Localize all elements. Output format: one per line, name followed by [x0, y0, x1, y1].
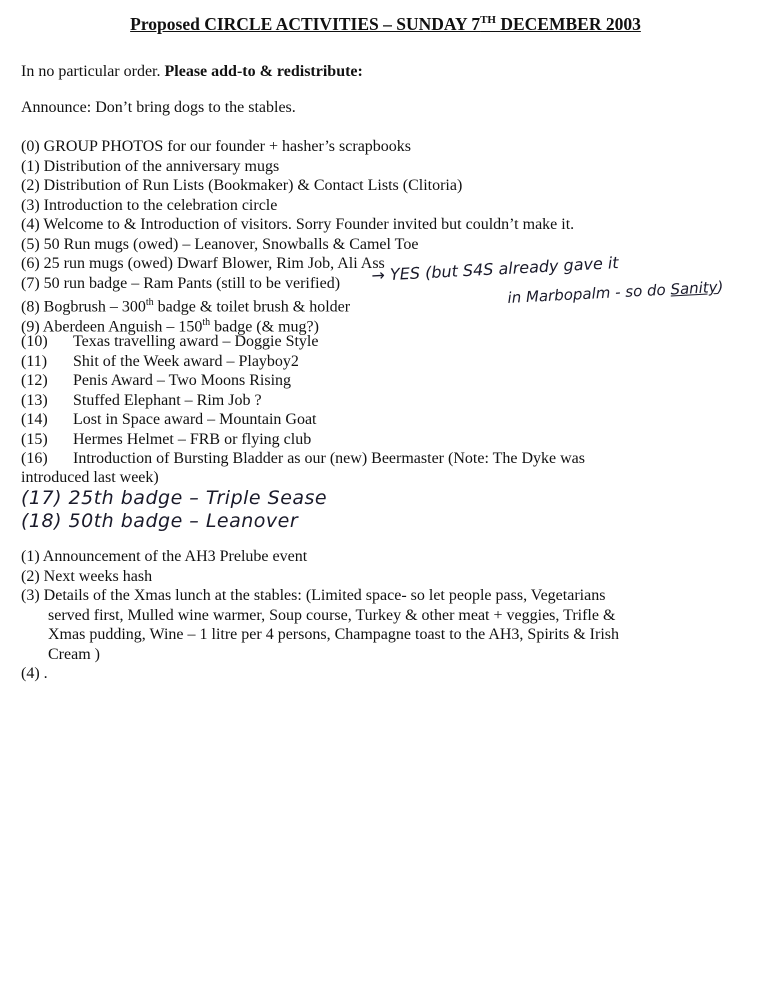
list-item: (16) Introduction of Bursting Bladder as our (new) Beermaster (Note: The Dyke was: [21, 450, 586, 467]
handwritten-note-line2: in Marbopalm - so do Sanity): [507, 277, 724, 307]
list-item: (14) Lost in Space award – Mountain Goat: [21, 411, 317, 428]
list-item: (1) Distribution of the anniversary mugs: [21, 158, 280, 175]
list-item: (1) Announcement of the AH3 Prelube event: [21, 548, 308, 565]
list-item: (7) 50 run badge – Ram Pants (still to be verified): [21, 275, 341, 292]
list-item: (6) 25 run mugs (owed) Dwarf Blower, Rim Job, Ali Ass: [21, 255, 385, 272]
list-item-continuation: introduced last week): [21, 469, 159, 486]
list-item: (15) Hermes Helmet – FRB or flying club: [21, 431, 312, 448]
list-item: (10) Texas travelling award – Doggie Style: [21, 333, 319, 350]
list-item: (3) Details of the Xmas lunch at the stables: (Limited space- so let people pass, Vegetarians: [21, 587, 606, 604]
list-item: (8) Bogbrush – 300th badge & toilet brush & holder: [21, 297, 351, 316]
handwritten-note-line1: → YES (but S4S already gave it: [371, 253, 620, 285]
list-item: (11) Shit of the Week award – Playboy2: [21, 353, 299, 370]
list-item: (13) Stuffed Elephant – Rim Job ?: [21, 392, 262, 409]
list-item: (2) Distribution of Run Lists (Bookmaker) & Contact Lists (Clitoria): [21, 177, 463, 194]
announce-line: Announce: Don’t bring dogs to the stables.: [21, 99, 296, 116]
handwritten-item-18: (18) 50th badge – Leanover: [21, 510, 299, 532]
list-item: (2) Next weeks hash: [21, 568, 153, 585]
list-item: (0) GROUP PHOTOS for our founder + hasher’s scrapbooks: [21, 138, 412, 155]
intro-line: In no particular order. Please add-to & redistribute:: [21, 63, 363, 80]
list-item: (4) .: [21, 665, 48, 682]
list-item: (12) Penis Award – Two Moons Rising: [21, 372, 292, 389]
list-item-continuation: served first, Mulled wine warmer, Soup course, Turkey & other meat + veggies, Trifle &: [48, 607, 616, 624]
page-title: Proposed CIRCLE ACTIVITIES – SUNDAY 7TH DECEMBER 2003: [130, 14, 641, 34]
list-item: (5) 50 Run mugs (owed) – Leanover, Snowballs & Camel Toe: [21, 236, 419, 253]
list-item: (9) Aberdeen Anguish – 150th badge (& mug?): [21, 317, 319, 336]
list-item: (3) Introduction to the celebration circle: [21, 197, 278, 214]
list-item: (4) Welcome to & Introduction of visitors. Sorry Founder invited but couldn’t make it.: [21, 216, 575, 233]
list-item-continuation: Cream ): [48, 646, 100, 663]
list-item-continuation: Xmas pudding, Wine – 1 litre per 4 persons, Champagne toast to the AH3, Spirits & Irish: [48, 626, 619, 643]
handwritten-item-17: (17) 25th badge – Triple Sease: [21, 487, 328, 509]
